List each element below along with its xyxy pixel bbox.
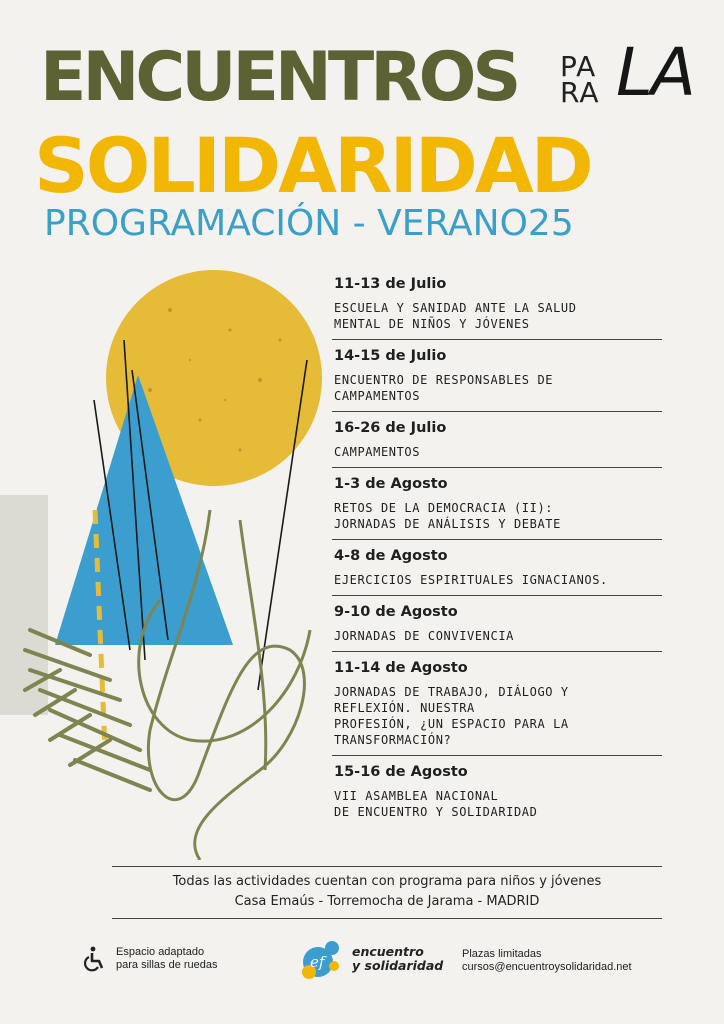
schedule-item <box>332 660 662 756</box>
event-description: CAMPAMENTOS <box>334 445 421 459</box>
title-para-top: PA <box>560 50 597 83</box>
schedule-item <box>332 548 662 596</box>
event-date: 9-10 de Agosto <box>334 604 458 620</box>
schedule-item <box>332 348 662 412</box>
event-date: 14-15 de Julio <box>334 348 447 364</box>
subtitle-programacion: PROGRAMACIÓN - VERANO25 <box>44 203 574 244</box>
schedule-item <box>332 476 662 540</box>
decorative-collage <box>0 270 330 860</box>
event-date: 11-13 de Julio <box>334 276 447 292</box>
event-description: ENCUENTRO DE RESPONSABLES DE CAMPAMENTOS <box>334 373 554 403</box>
title-para-bottom: RA <box>560 76 600 109</box>
event-date: 15-16 de Agosto <box>334 764 468 780</box>
title-encuentros: ENCUENTROS <box>40 38 518 117</box>
title-solidaridad: SOLIDARIDAD <box>34 121 591 210</box>
schedule-list <box>332 276 662 835</box>
event-description: ESCUELA Y SANIDAD ANTE LA SALUD MENTAL DE NIÑOS Y JÓVENES <box>334 301 577 331</box>
event-date: 16-26 de Julio <box>334 420 447 436</box>
wheelchair-icon <box>82 946 108 972</box>
contact-info: Plazas limitadas cursos@encuentroysolidaridad.net <box>462 948 632 973</box>
logo-text: encuentro y solidaridad <box>352 944 444 973</box>
note-programs: Todas las actividades cuentan con programa para niños y jóvenes <box>172 874 602 889</box>
event-date: 1-3 de Agosto <box>334 476 448 492</box>
schedule-item <box>332 604 662 652</box>
event-description: JORNADAS DE TRABAJO, DIÁLOGO Y REFLEXIÓN. NUESTRA PROFESIÓN, ¿UN ESPACIO PARA LA TRANSFORMACIÓN? <box>334 685 569 747</box>
schedule-item <box>332 276 662 340</box>
schedule-item <box>332 420 662 468</box>
accessibility-info <box>82 946 218 972</box>
accessibility-text: Espacio adaptado para sillas de ruedas <box>116 946 218 971</box>
info-note <box>112 866 662 919</box>
title-para <box>560 50 600 109</box>
ef-logo-icon <box>298 936 346 982</box>
event-date: 11-14 de Agosto <box>334 660 468 676</box>
note-location: Casa Emaús - Torremocha de Jarama - MADRID <box>234 894 540 909</box>
schedule-item <box>332 764 662 827</box>
logo-mark: ef <box>310 953 325 971</box>
event-description: JORNADAS DE CONVIVENCIA <box>334 629 514 643</box>
event-description: EJERCICIOS ESPIRITUALES IGNACIANOS. <box>334 573 608 587</box>
title-la: LA <box>616 34 694 111</box>
event-description: RETOS DE LA DEMOCRACIA (II): JORNADAS DE ANÁLISIS Y DEBATE <box>334 501 561 531</box>
organization-logo <box>298 936 443 982</box>
event-description: VII ASAMBLEA NACIONAL DE ENCUENTRO Y SOLIDARIDAD <box>334 789 538 819</box>
event-date: 4-8 de Agosto <box>334 548 448 564</box>
